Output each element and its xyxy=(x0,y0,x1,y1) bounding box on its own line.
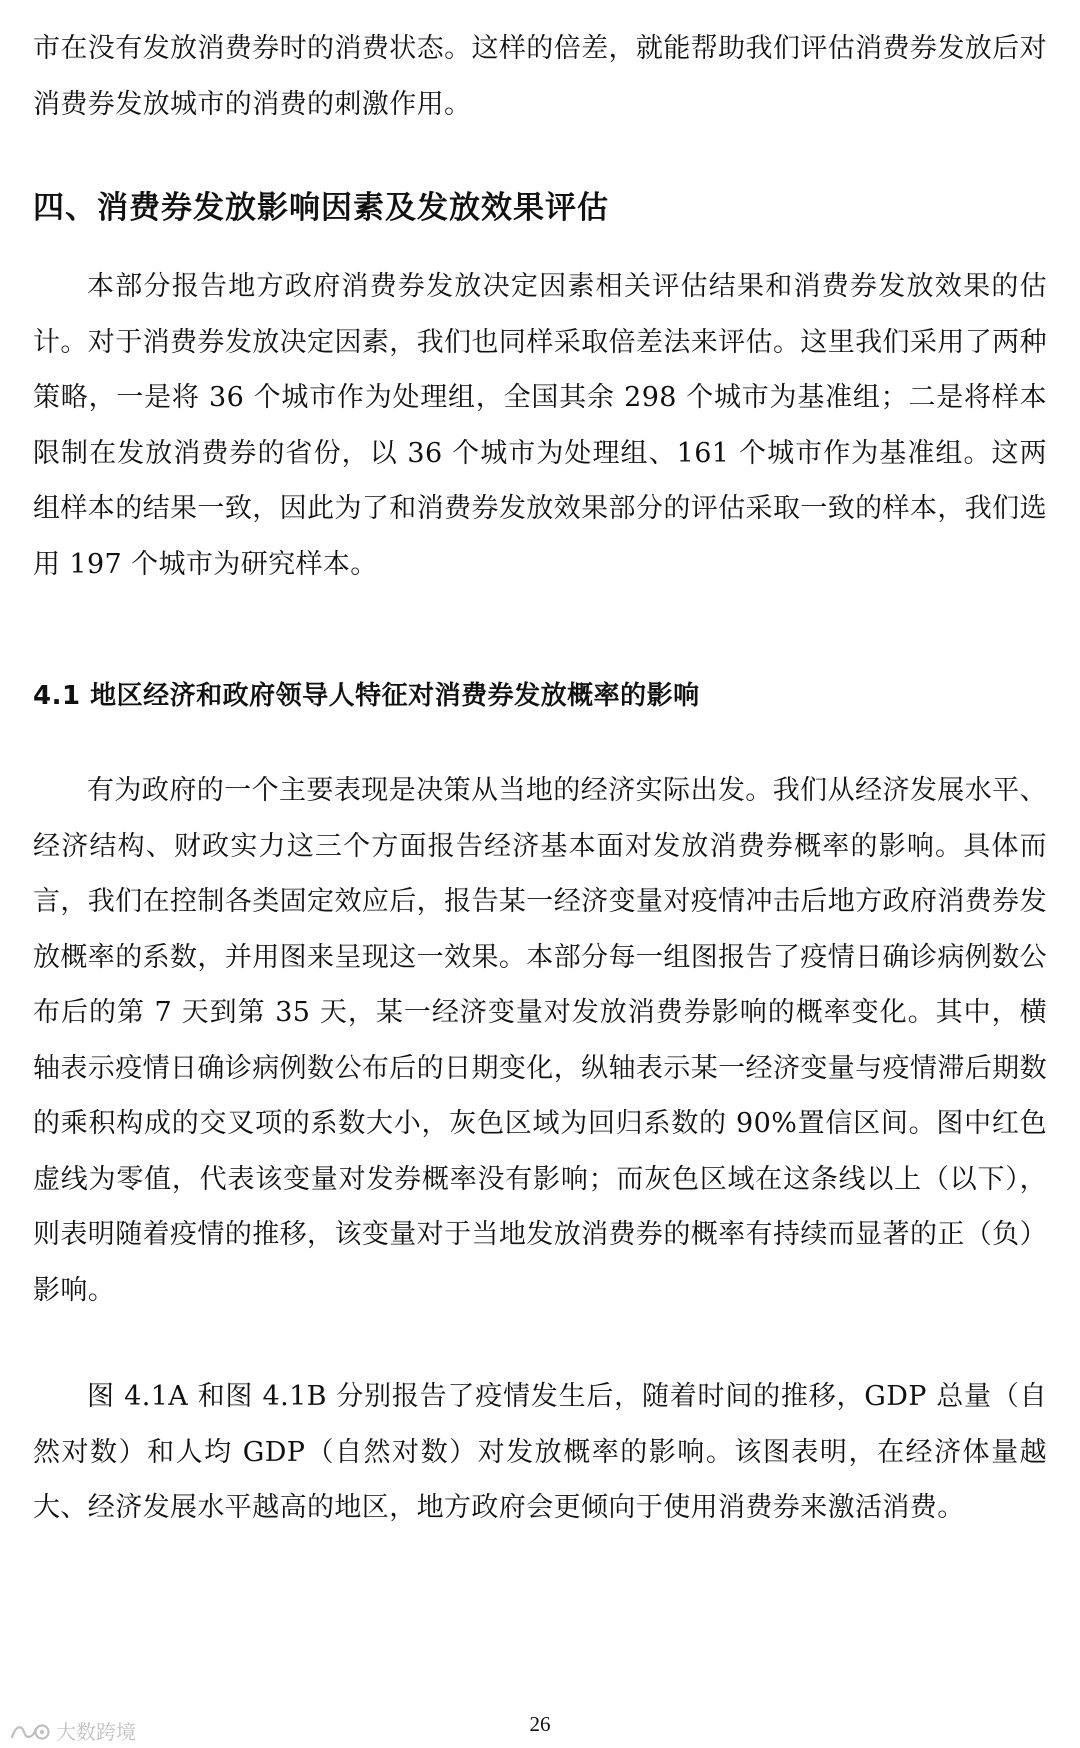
paragraph-figure-description: 图 4.1A 和图 4.1B 分别报告了疫情发生后，随着时间的推移，GDP 总量（自然对数）和人均 GDP（自然对数）对发放概率的影响。该图表明，在经济体量越大、经济发展水平越高的地区，地方政府会更倾向于使用消费券来激活消费。 xyxy=(33,1381,1047,1523)
watermark-text: 大数跨境 xyxy=(56,1720,136,1744)
paragraph-continuation: 市在没有发放消费券时的消费状态。这样的倍差，就能帮助我们评估消费券发放后对消费券发放城市的消费的刺激作用。 xyxy=(33,33,1047,120)
paragraph-section-intro: 本部分报告地方政府消费券发放决定因素相关评估结果和消费券发放效果的估计。对于消费券发放决定因素，我们也同样采取倍差法来评估。这里我们采用了两种策略，一是将 36 个城市作为处理组，全国其余 298 个城市为基准组；二是将样本限制在发放消费券的省份，以 36 个城市为处理组、161 个城市作为基准组。这两组样本的结果一致，因此为了和消费券发放效果部分的评估采取一致的样本，我们选用 197 个城市为研究样本。 xyxy=(33,271,1047,580)
watermark xyxy=(8,1720,136,1744)
subsection-heading: 4.1 地区经济和政府领导人特征对消费券发放概率的影响 xyxy=(33,681,700,711)
paragraph-methodology: 有为政府的一个主要表现是决策从当地的经济实际出发。我们从经济发展水平、经济结构、财政实力这三个方面报告经济基本面对发放消费券概率的影响。具体而言，我们在控制各类固定效应后，报告某一经济变量对疫情冲击后地方政府消费券发放概率的系数，并用图来呈现这一效果。本部分每一组图报告了疫情日确诊病例数公布后的第 7 天到第 35 天，某一经济变量对发放消费券影响的概率变化。其中，横轴表示疫情日确诊病例数公布后的日期变化，纵轴表示某一经济变量与疫情滞后期数的乘积构成的交叉项的系数大小，灰色区域为回归系数的 90%置信区间。图中红色虚线为零值，代表该变量对发券概率没有影响；而灰色区域在这条线以上（以下），则表明随着疫情的推移，该变量对于当地发放消费券的概率有持续而显著的正（负）影响。 xyxy=(33,775,1047,1306)
section-heading: 四、消费券发放影响因素及发放效果评估 xyxy=(33,190,609,226)
page-number: 26 xyxy=(529,1712,551,1736)
brand-logo-icon xyxy=(8,1721,52,1743)
